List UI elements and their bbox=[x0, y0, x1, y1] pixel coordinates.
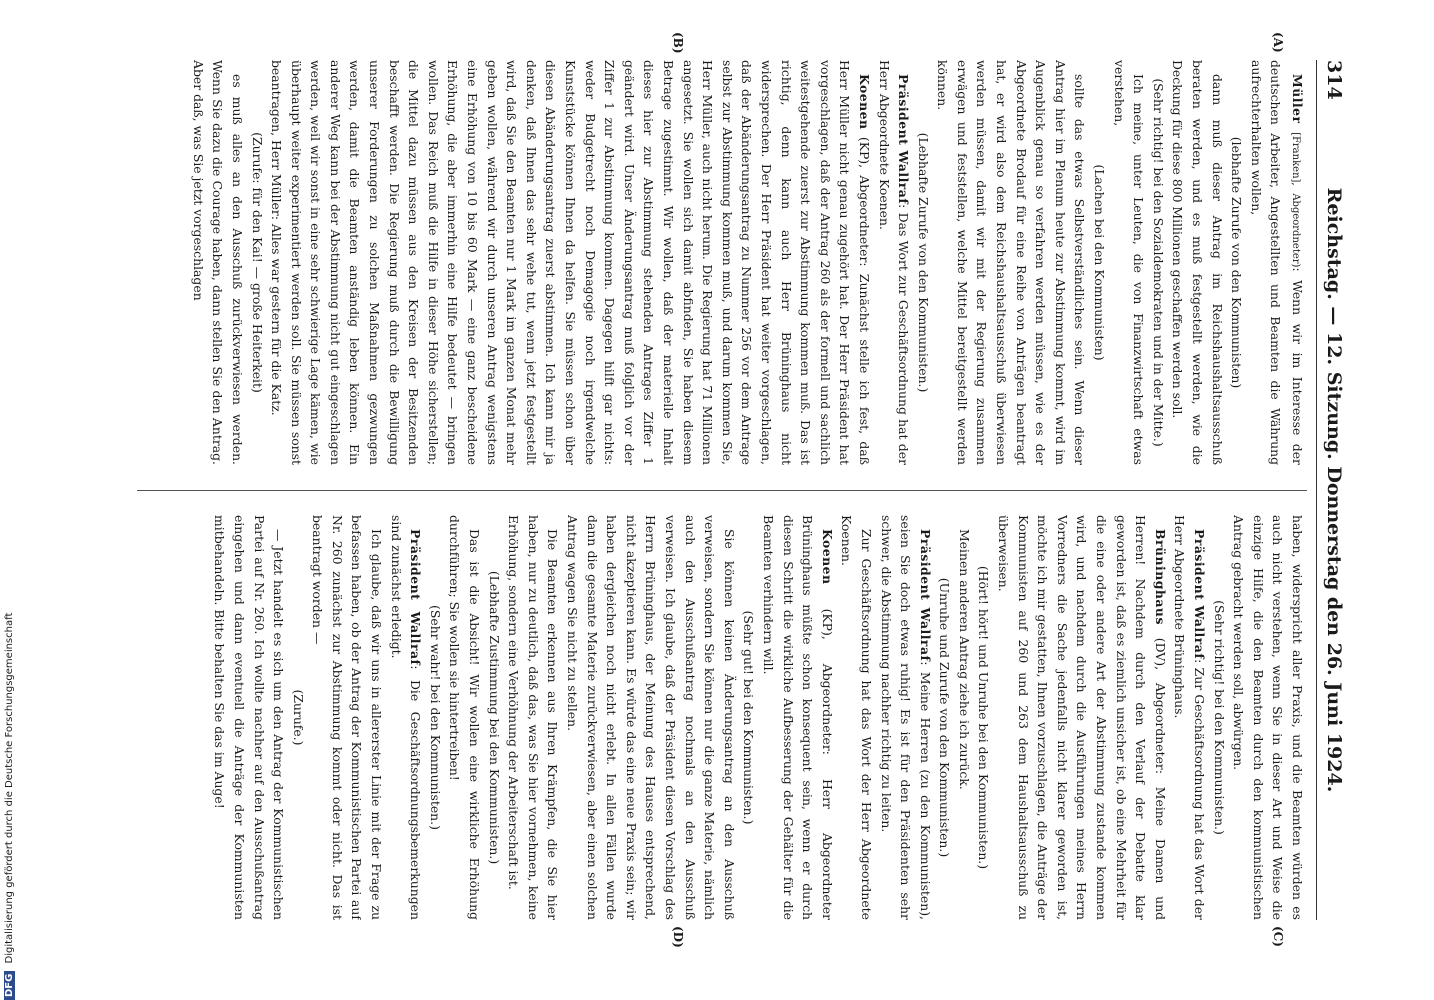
speaker-name: Koenen bbox=[819, 529, 835, 585]
right-column bbox=[127, 515, 1307, 920]
paragraph-text: dann muß dieser Antrag im Reichshaushaltsausschuß beraten werden, und es muß festgestellt werden, wie die Deckung für diese 800 Millionen geschaffen werden soll. bbox=[1170, 60, 1225, 465]
column-divider bbox=[137, 490, 1307, 491]
dfg-logo: DFG bbox=[4, 971, 15, 1000]
paragraph-text: : Das Wort zur Geschäftsordnung hat der Herr Abgeordnete Koenen. bbox=[876, 60, 912, 465]
paragraph bbox=[386, 515, 425, 920]
paragraph bbox=[758, 515, 836, 920]
paragraph bbox=[1170, 515, 1209, 920]
paragraph-text: — Jetzt handelt es sich um den Antrag der Kommunistischen Partei auf Nr. 260. Ich wollte nachher auf den Ausschußantrag eingehen und dann eventuell die Anträge der Kommunisten mitbehandeln. Bitte behalten Sie das im Auge! bbox=[212, 515, 287, 920]
paragraph bbox=[308, 515, 386, 920]
paragraph-text: : Die Geschäftsordnungsbemerkungen sind zunächst erledigt. bbox=[388, 515, 424, 920]
paragraph bbox=[267, 60, 874, 465]
paragraph bbox=[994, 515, 1170, 920]
paragraph bbox=[1246, 60, 1307, 465]
paragraph-text: Die Beamten erkennen aus Ihren Krämpfen, die Sie hier haben, nur zu deutlich, daß das, was Sie hier vornehmen, keine Erhöhung, sondern eine Verhöhnung der Arbeiterschaft ist. bbox=[506, 515, 561, 920]
paragraph bbox=[562, 515, 738, 920]
paragraph bbox=[1168, 60, 1227, 465]
speaker-role: [Franken], Abgeordneter) bbox=[1290, 132, 1301, 268]
speaker-name: Präsident Wallraf bbox=[917, 529, 933, 662]
margin-mark-a: (A) bbox=[1271, 32, 1285, 53]
paragraph bbox=[188, 60, 247, 465]
paragraph bbox=[837, 515, 876, 920]
stage-direction: (Lebhafte Zustimmung bei den Kommunisten.) bbox=[486, 570, 502, 865]
paragraph bbox=[504, 515, 563, 920]
paragraph bbox=[445, 515, 484, 920]
paragraph bbox=[874, 60, 913, 465]
running-title: Reichstag. — 12. Sitzung. Donnerstag den 26. Juni 1924. bbox=[1323, 187, 1345, 793]
page-header bbox=[1319, 60, 1345, 920]
paragraph-text: Zur Geschäftsordnung hat das Wort der Herr Abgeordnete Koenen. bbox=[839, 515, 874, 920]
stage-direction: (Sehr wahr! bei den Kommunisten.) bbox=[427, 605, 443, 830]
paragraph-text: es muß alles an den Ausschuß zurückverwiesen werden. Wenn Sie dazu die Courage haben, dann stellen Sie den Antrag. Aber daß, was Sie jetzt vorgeschlagen bbox=[190, 60, 245, 465]
paragraph-text: (KP), Abgeordneter: Herr Abgeordneter Brüninghaus müßte schon konsequent sein, wenn er durch diesen Schritt die wirkliche Aufbesserung der Gehälter für die Beamten verhindern will. bbox=[760, 515, 835, 920]
paragraph bbox=[210, 515, 288, 920]
footer-text: Digitalisierung gefördert durch die Deutsche Forschungsgemeinschaft bbox=[4, 612, 15, 964]
speaker-name: Präsident Wallraf bbox=[1192, 529, 1208, 660]
paragraph-text: : Meine Herren (zu den Kommunisten), seien Sie doch etwas ruhig! Es ist für den Präsidenten sehr schwer, die Abstimmung nachher richtig zu leiten. bbox=[878, 515, 933, 920]
paragraph bbox=[876, 515, 935, 920]
paragraph bbox=[1109, 60, 1148, 465]
paragraph-text: Das ist die Absicht! Wir wollen eine wirkliche Erhöhung durchführen; Sie wollen sie hintertreiben! bbox=[447, 515, 483, 920]
paragraph-text: Ich glaube, daß wir uns in allererster Linie mit der Frage zu befassen haben, ob der Antrag der Kommunistischen Partei auf Nr. 260 zunächst zur Abstimmung kommt oder nicht. Das ist beantragt worden — bbox=[310, 515, 385, 920]
paragraph-text: sollte das etwas Selbstverständliches sein. Wenn dieser Antrag hier im Plenum heute zur Abstimmung kommt, wird im Augenblick genau so verfahren werden müssen, wie es der Abgeordnete Brodauf für eine Reihe von Anträgen beantragt hat, er wird also dem Reichshaushaltsausschuß überwiesen werden müssen, damit wir mit der Regierung zusammen erwägen und feststellen, welche Mittel bereitgestellt werden können. bbox=[935, 60, 1088, 465]
footer-credit bbox=[4, 0, 22, 1000]
stage-direction: (Lebhafte Zurufe von den Kommunisten.) bbox=[915, 132, 931, 393]
margin-mark-c: (C) bbox=[1271, 926, 1285, 947]
rotated-page bbox=[125, 32, 1345, 948]
stage-direction: (Sehr gut! bei den Kommunisten.) bbox=[741, 610, 757, 825]
speaker-name: Koenen bbox=[856, 74, 872, 130]
speaker-name: Präsident Wallraf bbox=[896, 74, 912, 205]
stage-direction: (Sehr richtig! bei den Kommunisten.) bbox=[1211, 600, 1227, 835]
speaker-name: Brüninghaus bbox=[1152, 529, 1168, 625]
paragraph-text: (DV), Abgeordneter: Meine Damen und Herren! Nachdem durch den Verlauf der Debatte klar geworden ist, daß es ziemlich unsicher ist, ob eine Mehrheit für die eine oder andere Art der Abstimmung zustande kommen wird, und nachdem durch die Ausführungen meines Herrn Vorredners die Sache jedenfalls nicht klarer geworden ist, möchte ich mir gestatten, Ihnen vorzuschlagen, die Anträge der Kommunisten auf 260 und 263 dem Haushaltsausschuß zu überweisen. bbox=[996, 515, 1168, 920]
stage-direction: (Unruhe und Zurufe von den Kommunisten.) bbox=[937, 577, 953, 858]
stage-direction: (lebhafte Zurufe von den Kommunisten) bbox=[1229, 136, 1245, 389]
paragraph-text: (KP), Abgeordneter: Zunächst stelle ich fest, daß Herr Müller nicht genau zugehört hat. Der Herr Präsident hat vorgeschlagen, daß der Antrag 260 als der formell und sachlich weitestgehende zuerst zur Abstimmung kommen muß. Das ist richtig, denn kann auch Herr Brüninghaus nicht widersprechen. Der Herr Präsident hat weiter vorgeschlagen, daß der Abänderungsantrag zu Nummer 256 vor dem Antrage selbst zur Abstimmung kommen muß, und darum kommen Sie, Herr Müller, auch nicht herum. Die Regierung hat 71 Millionen angesetzt. Sie wollen sich damit abfinden, Sie haben diesem Betrage zugestimmt. Wir wollen, daß der materielle Inhalt dieses hier zur Abstimmung stehenden Antrages Ziffer 1 geändert wird. Unser Änderungsantrag muß folglich vor der Ziffer 1 zur Abstimmung kommen. Dagegen hilft gar nichts: weder Budgetrecht noch Demagogie noch irgendwelche Kunststücke können Ihnen da helfen. Sie müssen schon über diesen Abänderungsantrag zuerst abstimmen. Ich kann mir ja denken, daß Ihnen das sehr wehe tut, wenn jetzt festgestellt wird, daß Sie den Beamten nur 1 Mark im ganzen Monat mehr geben wollen, während wir durch unseren Antrag wenigstens eine Erhöhung von 10 bis 60 Mark — eine ganz bescheidene Erhöhung, die aber immerhin eine Hilfe bedeutet — bringen wollen. Das Reich muß die Hilfe in dieser Höhe sicherstellen; die Mittel dazu müssen aus den Kreisen der Besitzenden beschafft werden. Die Regierung muß durch die Bewilligung unserer Forderungen zu solchen Maßnahmen gezwungen werden, damit die Beamten anständig leben können. Ein anderer Weg kann bei der Abstimmung nicht gut eingeschlagen werden, weil wir sonst in eine sehr schwierige Lage kämen, wie überhaupt weiter experimentiert werden soll. Sie müssen sonst beantragen, Herr Müller: Alles war gestern für die Katz. bbox=[269, 60, 872, 465]
margin-mark-b: (B) bbox=[671, 32, 685, 54]
stage-direction: (Lachen bei den Kommunisten) bbox=[1092, 164, 1108, 361]
left-column bbox=[127, 60, 1307, 465]
paragraph-text: Sie können keinen Änderungsantrag an den Ausschuß verweisen, sondern Sie können nur die ganze Materie, nämlich auch den Ausschußantrag nochmals an den Ausschuß verweisen. Ich glaube, daß der Präsident diesen Vorschlag des Herrn Brüninghaus, der Meinung des Hauses entsprechend, nicht akzeptieren kann. Es würde das eine neue Praxis sein; wir haben dergleichen noch nicht erlebt. In allen Fällen wurde dann die gesamte Materie zurückverwiesen, aber einen solchen Antrag wagen Sie nicht zu stellen. bbox=[565, 515, 737, 920]
speaker-name: Präsident Wallraf bbox=[408, 529, 424, 666]
speaker-name: Müller bbox=[1290, 74, 1305, 124]
stage-direction: (Sehr richtig! bei den Sozialdemokraten und in der Mitte.) bbox=[1150, 78, 1166, 447]
margin-mark-d: (D) bbox=[671, 926, 685, 948]
stage-direction: (Zurufe.) bbox=[290, 689, 306, 746]
stage-direction: (Hört! hört! und Unruhe bei den Kommunisten.) bbox=[976, 565, 992, 870]
paragraph bbox=[954, 515, 974, 920]
header-rule bbox=[1316, 60, 1317, 920]
paragraph-text: : Zur Geschäftsordnung hat das Wort der Herr Abgeordnete Brüninghaus. bbox=[1172, 515, 1208, 920]
paragraph-text: Meinen anderen Antrag ziehe ich zurück. bbox=[956, 529, 972, 790]
paragraph-text: haben, widerspricht aller Praxis, und die Beamten würden es auch nicht verstehen, wenn Sie in dieser Art und Weise die einzige Hilfe, die den Beamten durch den kommunistischen Antrag gebracht werden soll, abwürgen. bbox=[1231, 515, 1305, 920]
paragraph-text: : Wenn wir im Interesse der deutschen Arbeiter, Angestellten und Beamten die Währung aufrechterhalten wollen, bbox=[1248, 60, 1305, 465]
paragraph bbox=[1229, 515, 1307, 920]
paragraph-text: Ich meine, unter Leuten, die von Finanzwirtschaft etwas verstehen, bbox=[1111, 60, 1147, 465]
stage-direction: (Zurufe: für den Kai! — große Heiterkeit) bbox=[249, 132, 265, 393]
paragraph bbox=[933, 60, 1090, 465]
page-number: 314 bbox=[1323, 60, 1345, 100]
